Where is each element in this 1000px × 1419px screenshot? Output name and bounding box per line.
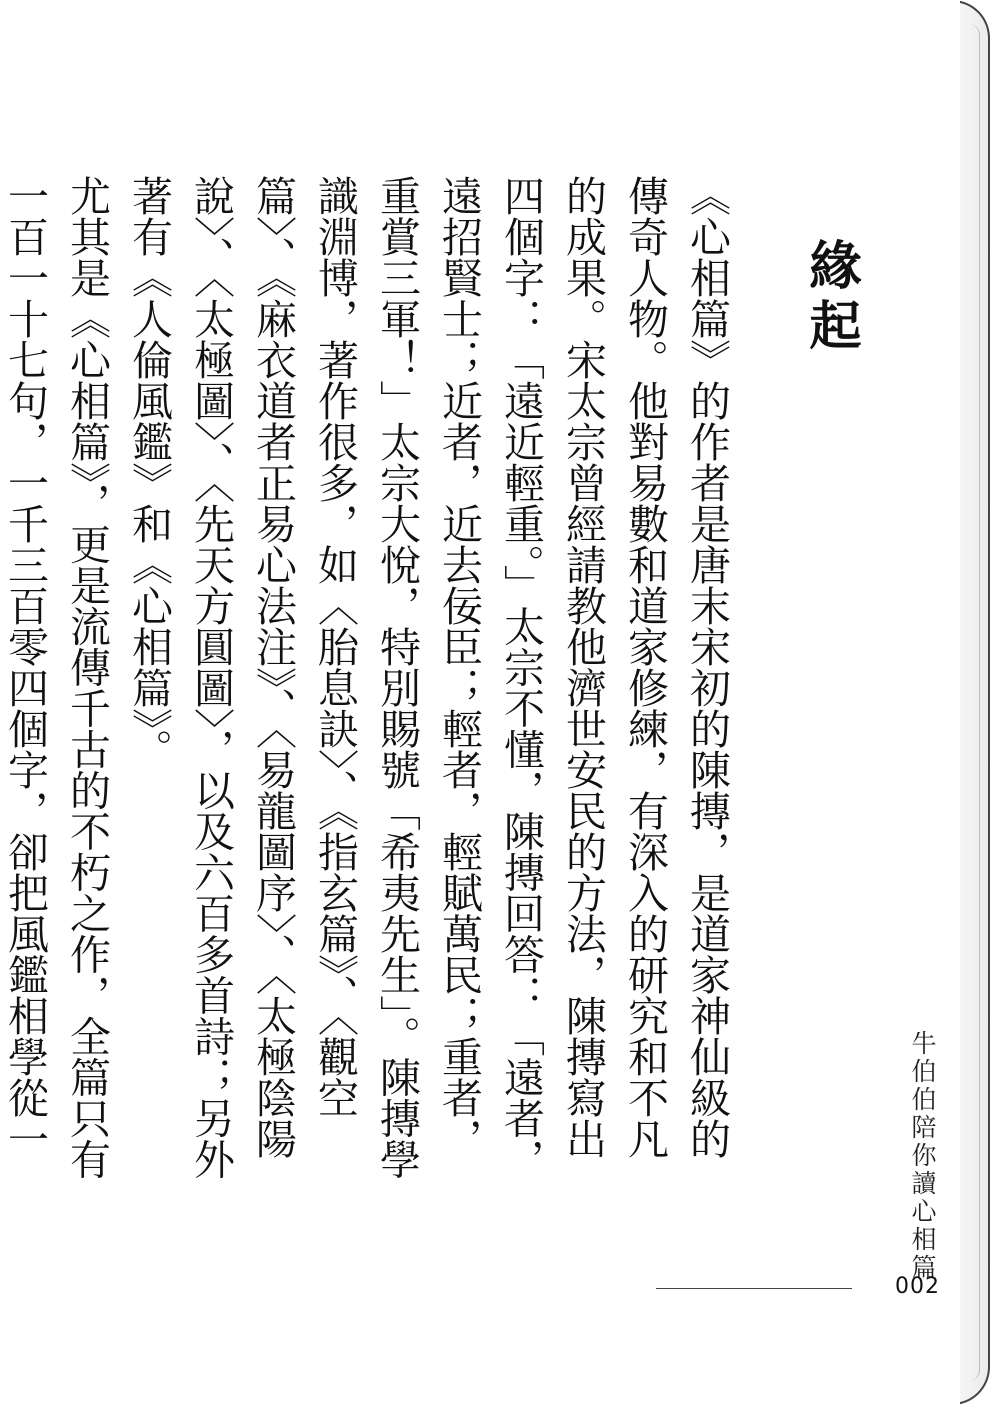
body-text [0, 175, 738, 1185]
running-head: 牛伯伯陪你讀心相篇 [908, 1030, 937, 1282]
footer-rule [656, 1288, 852, 1289]
body-paragraph: 尤其是《心相篇》，更是流傳千古的不朽之作，全篇只有一百一十七句，一千三百零四個字，卻把風鑑相學從一 [1, 175, 111, 1180]
page-number: 002 [895, 1274, 940, 1299]
body-paragraph: 《心相篇》的作者是唐末宋初的陳摶，是道家神仙級的傳奇人物。他對易數和道家修練，有深入的研究和不凡的成果。宋太宗曾經請教他濟世安民的方法，陳摶寫出四個字：「遠近輕重。」太宗不懂，陳摶回答：「遠者，遠招賢士；近者，近去佞臣；輕者，輕賦萬民；重者，重賞三軍！」太宗大悅，特別賜號「希夷先生」。陳摶學識淵博，著作很多，如〈胎息訣〉、《指玄篇》、〈觀空篇〉、《麻衣道者正易心法注》、〈易龍圖序〉、〈太極陰陽說〉、〈太極圖〉、〈先天方圓圖〉，以及六百多首詩；另外著有《人倫風鑑》和《心相篇》。 [125, 175, 731, 1180]
chapter-title: 緣起 [800, 238, 861, 358]
